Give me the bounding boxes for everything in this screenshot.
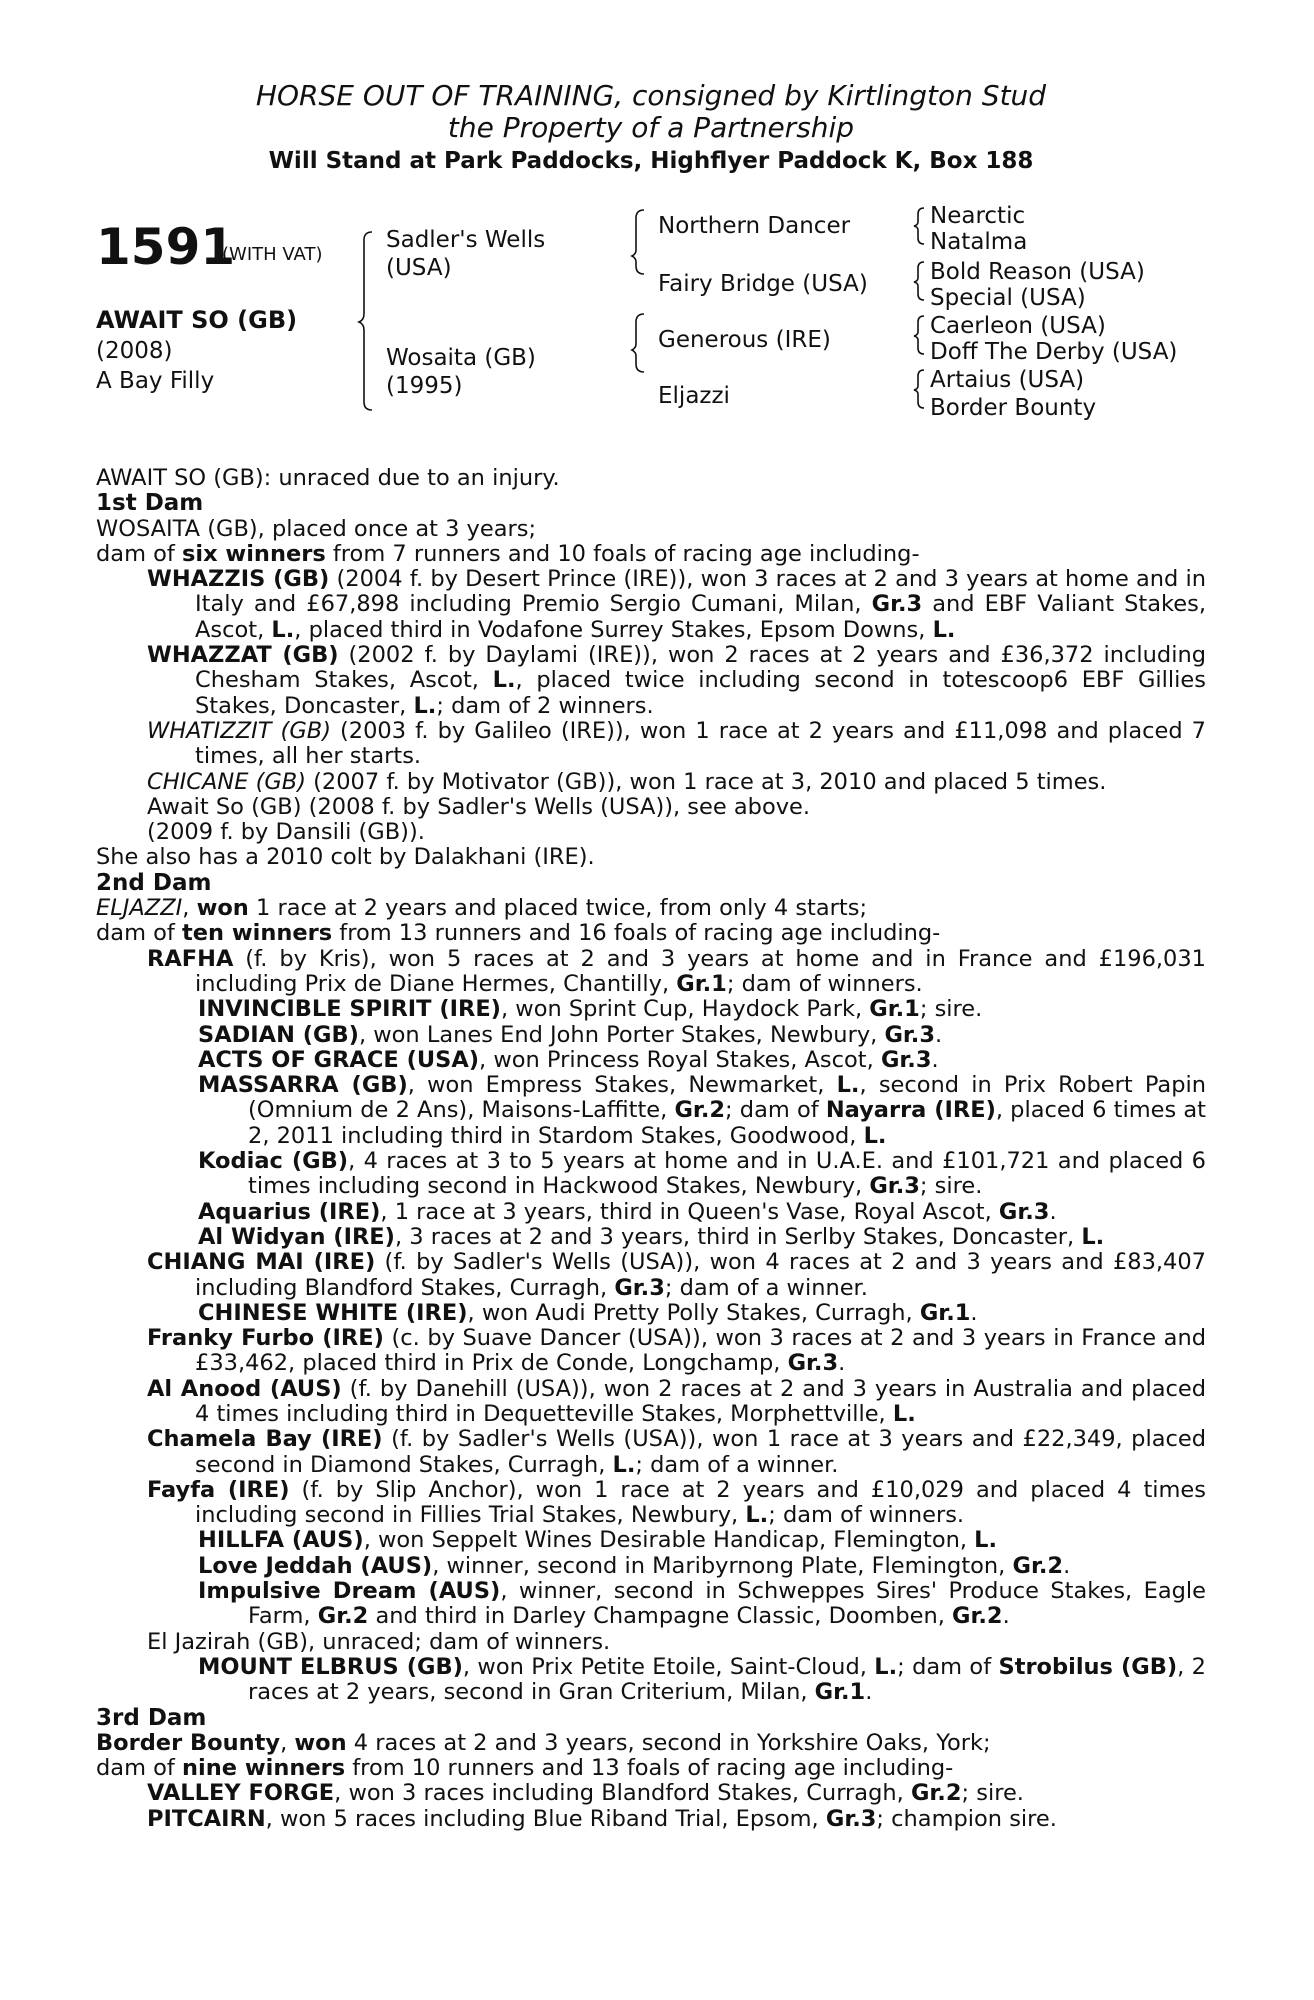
catalogue-page [96, 80, 1206, 1832]
produce-entry: Await So (GB) (2008 f. by Sadler's Wells (USA)), see above. [147, 793, 811, 820]
pedigree-sire-country: (USA) [386, 255, 452, 281]
first-dam-intro: WOSAITA (GB), placed once at 3 years; [96, 515, 537, 542]
pedigree-gen3: Nearctic [930, 203, 1026, 229]
produce-entry: ACTS OF GRACE (USA), won Princess Royal Stakes, Ascot, Gr.3. [198, 1046, 939, 1073]
produce-entry: MASSARRA (GB), won Empress Stakes, Newmarket, L., second in Prix Robert Papin (Omnium de 2 Ans), Maisons-Laffitte, Gr.2; dam of Nayarra (IRE), placed 6 times at 2, 2011 including third in Stardom Stakes, Goodwood, L. [198, 1072, 1207, 1149]
pedigree-sire-dam: Fairy Bridge (USA) [658, 271, 868, 297]
third-dam-intro: Border Bounty, won 4 races at 2 and 3 years, second in Yorkshire Oaks, York; [96, 1729, 991, 1756]
produce-entry: Franky Furbo (IRE) (c. by Suave Dancer (USA)), won 3 races at 2 and 3 years in France and £33,462, placed third in Prix de Conde, Longchamp, Gr.3. [147, 1325, 1206, 1377]
produce-entry: WHAZZIS (GB) (2004 f. by Desert Prince (IRE)), won 3 races at 2 and 3 years at home and in Italy and £67,898 including Premio Sergio Cumani, Milan, Gr.3 and EBF Valiant Stakes, Ascot, L., placed third in Vodafone Surrey Stakes, Epsom Downs, L. [147, 566, 1206, 643]
produce-entry: Chamela Bay (IRE) (f. by Sadler's Wells (USA)), won 1 race at 3 years and £22,349, placed second in Diamond Stakes, Curragh, L.; dam of a winner. [147, 1426, 1206, 1478]
produce-entry: VALLEY FORGE, won 3 races including Blandford Stakes, Curragh, Gr.2; sire. [147, 1780, 1024, 1807]
produce-entry: El Jazirah (GB), unraced; dam of winners. [147, 1628, 611, 1655]
third-dam-title: 3rd Dam [96, 1704, 207, 1731]
pedigree-table [96, 202, 1206, 452]
pedigree-dam-dam: Eljazzi [658, 383, 730, 409]
bracket-main [359, 232, 372, 410]
produce-entry: Aquarius (IRE), 1 race at 3 years, third in Queen's Vase, Royal Ascot, Gr.3. [198, 1198, 1057, 1225]
produce-entry: Love Jeddah (AUS), winner, second in Maribyrnong Plate, Flemington, Gr.2. [198, 1552, 1071, 1579]
produce-entry: SADIAN (GB), won Lanes End John Porter Stakes, Newbury, Gr.3. [198, 1021, 943, 1048]
horse-description: A Bay Filly [96, 368, 215, 394]
pedigree-gen3: Bold Reason (USA) [930, 259, 1145, 285]
lot-vat: (WITH VAT) [222, 244, 323, 265]
produce-entry: PITCAIRN, won 5 races including Blue Riband Trial, Epsom, Gr.3; champion sire. [147, 1805, 1057, 1832]
produce-entry: Fayfa (IRE) (f. by Slip Anchor), won 1 race at 2 years and £10,029 and placed 4 times including second in Fillies Trial Stakes, Newbury, L.; dam of winners. [147, 1476, 1206, 1529]
header-location: Will Stand at Park Paddocks, Highflyer Paddock K, Box 188 [268, 148, 1034, 174]
race-note: AWAIT SO (GB): unraced due to an injury. [96, 465, 560, 491]
second-dam-title: 2nd Dam [96, 869, 212, 896]
produce-note: She also has a 2010 colt by Dalakhani (IRE). [96, 844, 595, 871]
bracket-sire [632, 210, 644, 274]
pedigree-gen3: Border Bounty [930, 395, 1097, 421]
produce-entry: WHAZZAT (GB) (2002 f. by Daylami (IRE)), won 2 races at 2 years and £36,372 including Chesham Stakes, Ascot, L., placed twice including second in totescoop6 EBF Gillies Stakes, Doncaster, L.; dam of 2 winners. [147, 642, 1206, 719]
pedigree-gen3: Caerleon (USA) [930, 313, 1106, 339]
produce-entry: (2009 f. by Dansili (GB)). [147, 819, 425, 846]
bracket-dam [632, 314, 644, 372]
pedigree-dam-sire: Generous (IRE) [658, 327, 831, 353]
first-dam-title: 1st Dam [96, 490, 204, 517]
lot-number: 1591 [96, 218, 236, 276]
header-consignor: HORSE OUT OF TRAINING, consigned by Kirtlington Stud [255, 79, 1047, 112]
pedigree-gen3: Natalma [930, 229, 1028, 255]
pedigree-gen3: Doff The Derby (USA) [930, 339, 1178, 365]
produce-entry: INVINCIBLE SPIRIT (IRE), won Sprint Cup, Haydock Park, Gr.1; sire. [198, 996, 983, 1023]
catalogue-body [96, 466, 1206, 1832]
produce-entry: CHINESE WHITE (IRE), won Audi Pretty Polly Stakes, Curragh, Gr.1. [198, 1299, 978, 1326]
pedigree-sire: Sadler's Wells [386, 227, 546, 253]
pedigree-dam-year: (1995) [386, 373, 463, 399]
horse-name: AWAIT SO (GB) [96, 306, 298, 334]
produce-entry: WHATIZZIT (GB) (2003 f. by Galileo (IRE)), won 1 race at 2 years and £11,098 and placed 7 times, all her starts. [147, 717, 1206, 770]
produce-entry: Impulsive Dream (AUS), winner, second in Schweppes Sires' Produce Stakes, Eagle Farm, Gr.2 and third in Darley Champagne Classic, Doomben, Gr.2. [198, 1578, 1206, 1630]
produce-entry: MOUNT ELBRUS (GB), won Prix Petite Etoile, Saint-Cloud, L.; dam of Strobilus (GB), 2 races at 2 years, second in Gran Criterium, Milan, Gr.1. [198, 1653, 1207, 1706]
produce-entry: RAFHA (f. by Kris), won 5 races at 2 and 3 years at home and in France and £196,031 including Prix de Diane Hermes, Chantilly, Gr.1; dam of winners. [147, 945, 1206, 997]
pedigree-gen3: Artaius (USA) [930, 367, 1085, 393]
produce-entry: Al Widyan (IRE), 3 races at 2 and 3 years, third in Serlby Stakes, Doncaster, L. [198, 1223, 1105, 1250]
produce-entry: CHICANE (GB) (2007 f. by Motivator (GB)), won 1 race at 3, 2010 and placed 5 times. [147, 768, 1107, 795]
second-dam-produce: dam of ten winners from 13 runners and 16 foals of racing age including- [96, 920, 941, 947]
produce-entry: Al Anood (AUS) (f. by Danehill (USA)), won 2 races at 2 and 3 years in Australia and placed 4 times including third in Dequetteville Stakes, Morphettville, L. [147, 1375, 1206, 1427]
pedigree-sire-sire: Northern Dancer [658, 213, 851, 239]
produce-entry: HILLFA (AUS), won Seppelt Wines Desirable Handicap, Flemington, L. [198, 1527, 998, 1554]
pedigree-dam: Wosaita (GB) [386, 345, 536, 371]
first-dam-produce: dam of six winners from 7 runners and 10 foals of racing age including- [96, 540, 920, 567]
third-dam-produce: dam of nine winners from 10 runners and 13 foals of racing age including- [96, 1755, 954, 1782]
second-dam-intro: ELJAZZI, won 1 race at 2 years and placed twice, from only 4 starts; [96, 895, 868, 922]
produce-entry: CHIANG MAI (IRE) (f. by Sadler's Wells (USA)), won 4 races at 2 and 3 years and £83,407 including Blandford Stakes, Curragh, Gr.3; dam of a winner. [147, 1249, 1206, 1301]
horse-year: (2008) [96, 338, 173, 364]
header-property: the Property of a Partnership [447, 111, 855, 144]
produce-entry: Kodiac (GB), 4 races at 3 to 5 years at home and in U.A.E. and £101,721 and placed 6 times including second in Hackwood Stakes, Newbury, Gr.3; sire. [198, 1148, 1206, 1200]
pedigree-gen3: Special (USA) [930, 285, 1086, 311]
